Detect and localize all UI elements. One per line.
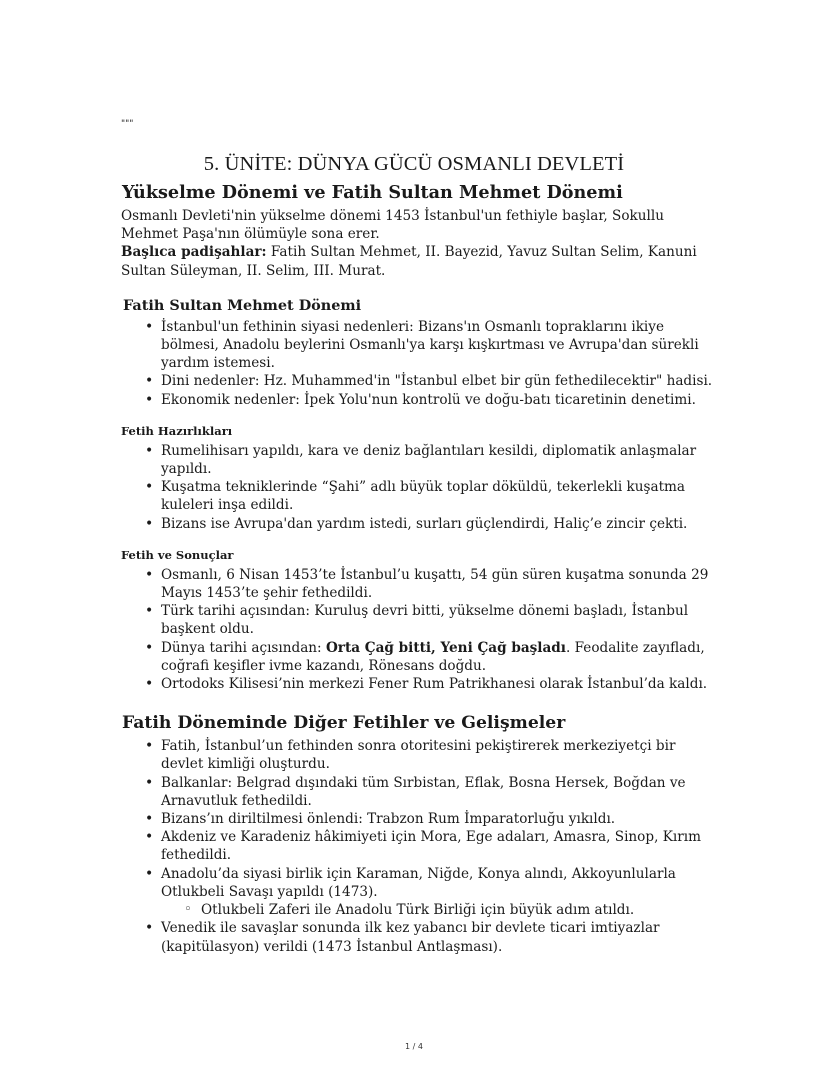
diger-list bbox=[121, 737, 721, 955]
list-item: • Kuşatma tekniklerinde “Şahi” adlı büyük toplar döküldü, tekerlekli kuşatma kuleleri inşa edildi. bbox=[161, 478, 721, 514]
section-heading-sonuclar: Fetih ve Sonuçlar bbox=[121, 547, 234, 562]
item-text: Dünya tarihi açısından: bbox=[161, 639, 326, 656]
list-item bbox=[161, 865, 721, 920]
list-item: • Dini nedenler: Hz. Muhammed'in "İstanbul elbet bir gün fethedilecektir" hadisi. bbox=[161, 372, 721, 390]
list-item: • İstanbul'un fethinin siyasi nedenleri: Bizans'ın Osmanlı topraklarını ikiye bölmesi, Anadolu beylerini Osmanlı'ya karşı kışkırtması ve Avrupa'dan sürekli yardım istemesi. bbox=[161, 318, 721, 373]
page-number: 1 / 4 bbox=[405, 1042, 423, 1051]
document-body bbox=[121, 181, 721, 956]
list-item: • Ekonomik nedenler: İpek Yolu'nun kontrolü ve doğu-batı ticaretinin denetimi. bbox=[161, 391, 721, 409]
list-item bbox=[161, 639, 721, 675]
section-heading-yukselme: Yükselme Dönemi ve Fatih Sultan Mehmet Dönemi bbox=[122, 182, 623, 203]
list-item: • Fatih, İstanbul’un fethinden sonra otoritesini pekiştirerek merkeziyetçi bir devlet kimliği oluşturdu. bbox=[161, 737, 721, 773]
sub-list-item: ◦ Otlukbeli Zaferi ile Anadolu Türk Birliği için büyük adım atıldı. bbox=[201, 901, 721, 919]
section-heading-fatih: Fatih Sultan Mehmet Dönemi bbox=[123, 296, 362, 314]
padisahlar-text: Fatih Sultan Mehmet, II. Bayezid, Yavuz Sultan Selim, Kanuni Sultan Süleyman, II. Selim, III. Murat. bbox=[121, 244, 697, 279]
sub-list bbox=[161, 901, 721, 919]
item-text: Anadolu’da siyasi birlik için Karaman, Niğde, Konya alındı, Akkoyunlularla Otlukbeli Savaşı yapıldı (1473). bbox=[161, 865, 676, 900]
item-bold-text: Orta Çağ bitti, Yeni Çağ başladı bbox=[325, 639, 566, 656]
list-item: • Bizans’ın diriltilmesi önlendi: Trabzon Rum İmparatorluğu yıkıldı. bbox=[161, 810, 721, 828]
sonuclar-list bbox=[121, 566, 721, 693]
section-heading-diger: Fatih Döneminde Diğer Fetihler ve Gelişmeler bbox=[122, 713, 566, 734]
list-item: • Venedik ile savaşlar sonunda ilk kez yabancı bir devlete ticari imtiyazlar (kapitülasyon) verildi (1473 İstanbul Antlaşması). bbox=[161, 919, 721, 955]
item-text: . Feodalite zayıfladı, coğrafi keşifler ivme kazandı, Rönesans doğdu. bbox=[161, 639, 705, 674]
list-item: • Ortodoks Kilisesi’nin merkezi Fener Rum Patrikhanesi olarak İstanbul’da kaldı. bbox=[161, 675, 721, 693]
page-title: 5. ÜNİTE: DÜNYA GÜCÜ OSMANLI DEVLETİ bbox=[203, 153, 625, 175]
quote-mark: """ bbox=[121, 119, 134, 129]
list-item: • Akdeniz ve Karadeniz hâkimiyeti için Mora, Ege adaları, Amasra, Sinop, Kırım fethedildi. bbox=[161, 828, 721, 864]
section-heading-hazirliklar: Fetih Hazırlıkları bbox=[121, 423, 233, 438]
list-item: • Rumelihisarı yapıldı, kara ve deniz bağlantıları kesildi, diplomatik anlaşmalar yapıldı. bbox=[161, 442, 721, 478]
intro-paragraph: Osmanlı Devleti'nin yükselme dönemi 1453 İstanbul'un fethiyle başlar, Sokullu Mehmet Paşa'nın ölümüyle sona erer. bbox=[121, 208, 664, 243]
fatih-list bbox=[121, 318, 721, 409]
hazirliklar-list bbox=[121, 442, 721, 533]
list-item: • Bizans ise Avrupa'dan yardım istedi, surları güçlendirdi, Haliç’e zincir çekti. bbox=[161, 515, 721, 533]
list-item: • Balkanlar: Belgrad dışındaki tüm Sırbistan, Eflak, Bosna Hersek, Boğdan ve Arnavutluk fethedildi. bbox=[161, 774, 721, 810]
list-item: • Osmanlı, 6 Nisan 1453’te İstanbul’u kuşattı, 54 gün süren kuşatma sonunda 29 Mayıs 1453’te şehir fethedildi. bbox=[161, 566, 721, 602]
padisahlar-paragraph bbox=[121, 243, 721, 279]
list-item: • Türk tarihi açısından: Kuruluş devri bitti, yükselme dönemi başladı, İstanbul başkent oldu. bbox=[161, 602, 721, 638]
padisahlar-label: Başlıca padişahlar: bbox=[121, 244, 267, 261]
